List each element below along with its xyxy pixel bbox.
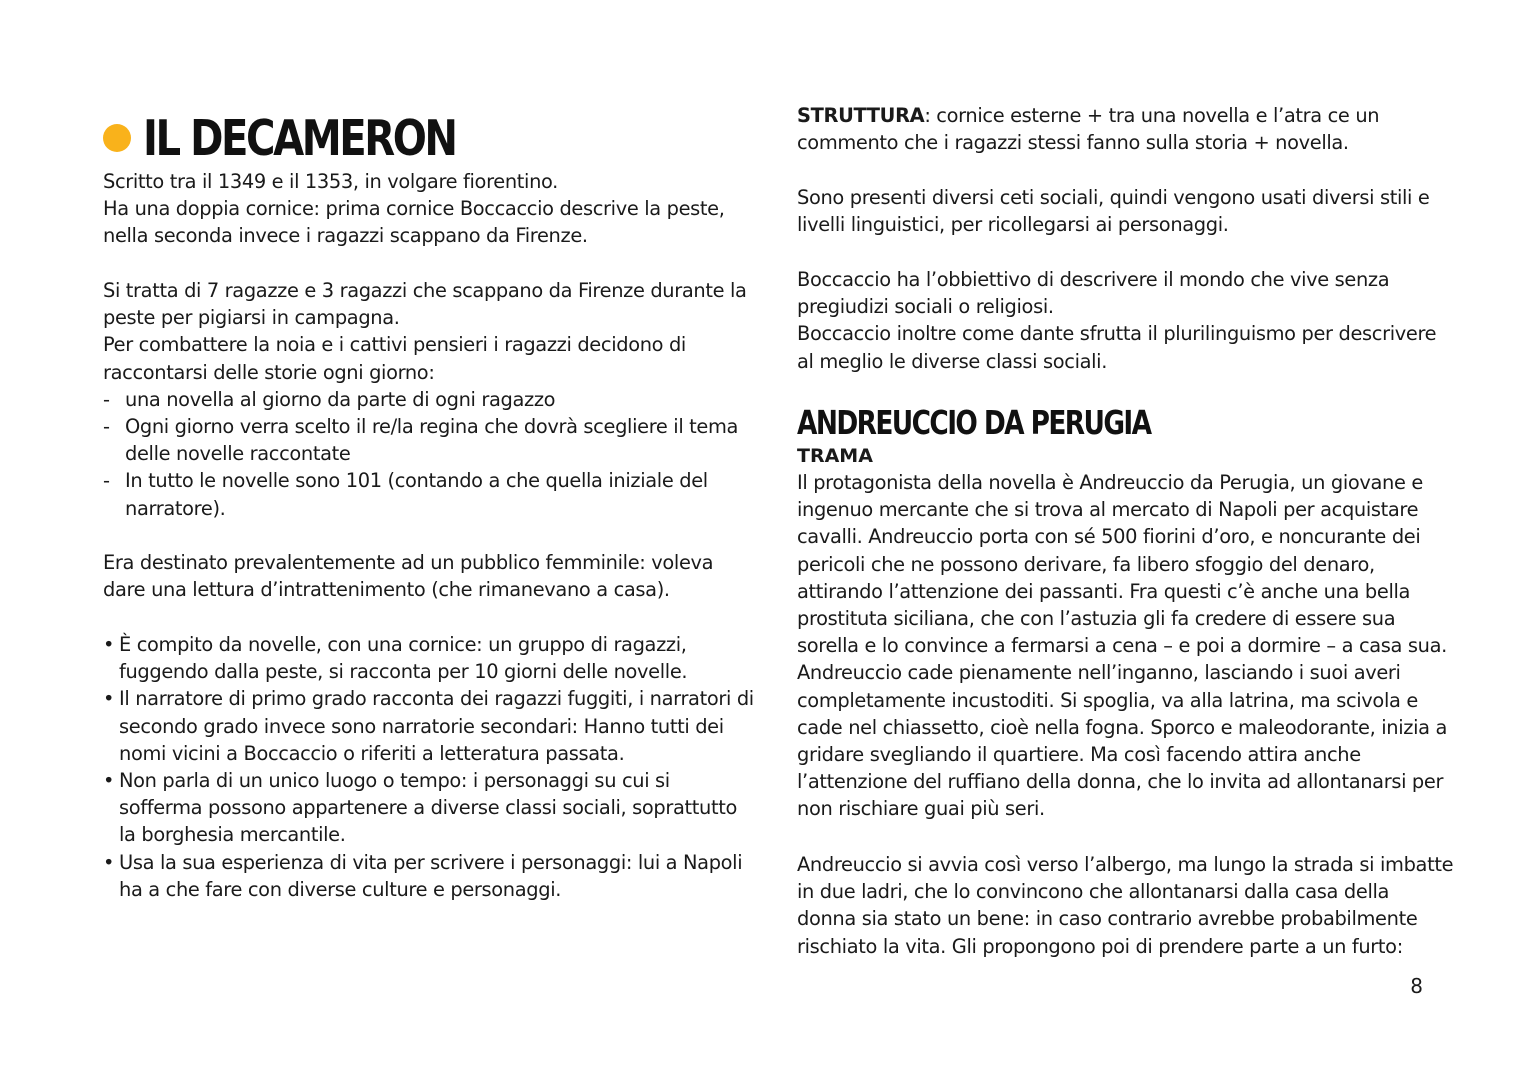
text-line: Scritto tra il 1349 e il 1353, in volgare fiorentino. xyxy=(103,170,558,193)
text-line: dare una lettura d’intrattenimento (che rimanevano a casa). xyxy=(103,578,670,602)
list-item: • È compito da novelle, con una cornice: un gruppo di ragazzi, fuggendo dalla peste, si racconta per 10 giorni delle novelle. xyxy=(103,631,754,685)
text-line: Era destinato prevalentemente ad un pubblico femminile: voleva xyxy=(103,551,714,574)
text-line: Il protagonista della novella è Andreuccio da Perugia, un giovane e xyxy=(797,471,1423,494)
text-line: commento che i ragazzi stessi fanno sulla storia + novella. xyxy=(797,131,1349,155)
text-line: in due ladri, che lo convincono che allontanarsi dalla casa della xyxy=(797,880,1390,904)
text-line: peste per pigiarsi in campagna. xyxy=(103,306,400,330)
text-line: livelli linguistici, per ricollegarsi ai personaggi. xyxy=(797,213,1229,237)
section-header xyxy=(797,403,1239,442)
text-line: attirando l’attenzione dei passanti. Fra questi c’è anche una bella xyxy=(797,579,1411,603)
list-item: - Ogni giorno verra scelto il re/la regina che dovrà scegliere il tema delle novelle raccontate xyxy=(103,413,747,467)
text-line: Ha una doppia cornice: prima cornice Boccaccio descrive la peste, xyxy=(103,197,725,221)
list-item: - In tutto le novelle sono 101 (contando a che quella iniziale del narratore). xyxy=(103,467,747,521)
text-line: non rischiare guai più seri. xyxy=(797,797,1045,821)
bullet-list xyxy=(103,631,754,903)
text-line: Andreuccio si avvia così verso l’albergo, ma lungo la strada si imbatte xyxy=(797,853,1454,876)
text-line: Si tratta di 7 ragazze e 3 ragazzi che scappano da Firenze durante la xyxy=(103,279,747,302)
title-row xyxy=(103,108,524,168)
struttura-label: STRUTTURA xyxy=(797,104,925,127)
text-line: STRUTTURA: cornice esterne + tra una novella e l’atra ce un xyxy=(797,104,1380,127)
orange-dot-icon xyxy=(103,124,131,152)
text-line: raccontarsi delle storie ogni giorno: xyxy=(103,360,435,384)
text-line: ingenuo mercante che si trova al mercato di Napoli per acquistare xyxy=(797,498,1419,522)
text-line: prostituta siciliana, che con l’astuzia gli fa credere di essere sua xyxy=(797,607,1396,631)
text-line: nella seconda invece i ragazzi scappano da Firenze. xyxy=(103,224,588,248)
text-line: donna sia stato un bene: in caso contrario avrebbe probabilmente xyxy=(797,907,1418,931)
trama-continued xyxy=(797,851,1453,960)
page-title: IL DECAMERON xyxy=(143,109,456,167)
text-line: Per combattere la noia e i cattivi pensieri i ragazzi decidono di xyxy=(103,333,686,357)
text-line: completamente incustoditi. Si spoglia, va alla latrina, ma scivola e xyxy=(797,688,1418,712)
section-title: ANDREUCCIO DA PERUGIA xyxy=(797,403,1151,442)
list-item: • Il narratore di primo grado racconta dei ragazzi fuggiti, i narratori di secondo grado invece sono narratorie secondari: Hanno tutti dei nomi vicini a Boccaccio o riferiti a letteratura passata. xyxy=(103,685,754,767)
struttura-paragraph xyxy=(797,102,1379,156)
text-line: Sono presenti diversi ceti sociali, quindi vengono usati diversi stili e xyxy=(797,186,1430,209)
page-number: 8 xyxy=(1410,974,1423,998)
list-item: • Non parla di un unico luogo o tempo: i personaggi su cui si sofferma possono appartenere a diverse classi sociali, soprattutto la borghesia mercantile. xyxy=(103,767,754,849)
dash-list xyxy=(103,386,747,522)
audience-paragraph xyxy=(103,549,713,603)
list-item: - una novella al giorno da parte di ogni ragazzo xyxy=(103,386,747,413)
text-line: gridare svegliando il quartiere. Ma così facendo attira anche xyxy=(797,743,1361,767)
story-paragraph xyxy=(103,277,747,522)
text-line: Boccaccio ha l’obbiettivo di descrivere il mondo che vive senza xyxy=(797,268,1390,291)
intro-paragraph xyxy=(103,168,725,250)
text-line: Boccaccio inoltre come dante sfrutta il plurilinguismo per descrivere xyxy=(797,322,1437,346)
ceti-paragraph xyxy=(797,184,1429,238)
text-line: cavalli. Andreuccio porta con sé 500 fiorini d’oro, e noncurante dei xyxy=(797,525,1421,549)
trama-block xyxy=(797,443,1447,823)
list-item: • Usa la sua esperienza di vita per scrivere i personaggi: lui a Napoli ha a che fare con diverse culture e personaggi. xyxy=(103,849,754,903)
obiettivo-paragraph xyxy=(797,266,1436,375)
text-line: pregiudizi sociali o religiosi. xyxy=(797,295,1054,319)
text-line: l’attenzione del ruffiano della donna, che lo invita ad allontanarsi per xyxy=(797,770,1444,794)
text-line: sorella e lo convince a fermarsi a cena – e poi a dormire – a casa sua. xyxy=(797,634,1447,658)
subheading: TRAMA xyxy=(797,445,873,467)
text-line: Andreuccio cade pienamente nell’inganno, lasciando i suoi averi xyxy=(797,661,1401,685)
text-line: pericoli che ne possono derivare, fa libero sfoggio del denaro, xyxy=(797,552,1375,576)
text-line: cade nel chiassetto, cioè nella fogna. Sporco e maleodorante, inizia a xyxy=(797,715,1448,739)
text-line: al meglio le diverse classi sociali. xyxy=(797,349,1108,373)
bullet-block xyxy=(103,631,754,903)
text-line: rischiato la vita. Gli propongono poi di prendere parte a un furto: xyxy=(797,934,1403,958)
